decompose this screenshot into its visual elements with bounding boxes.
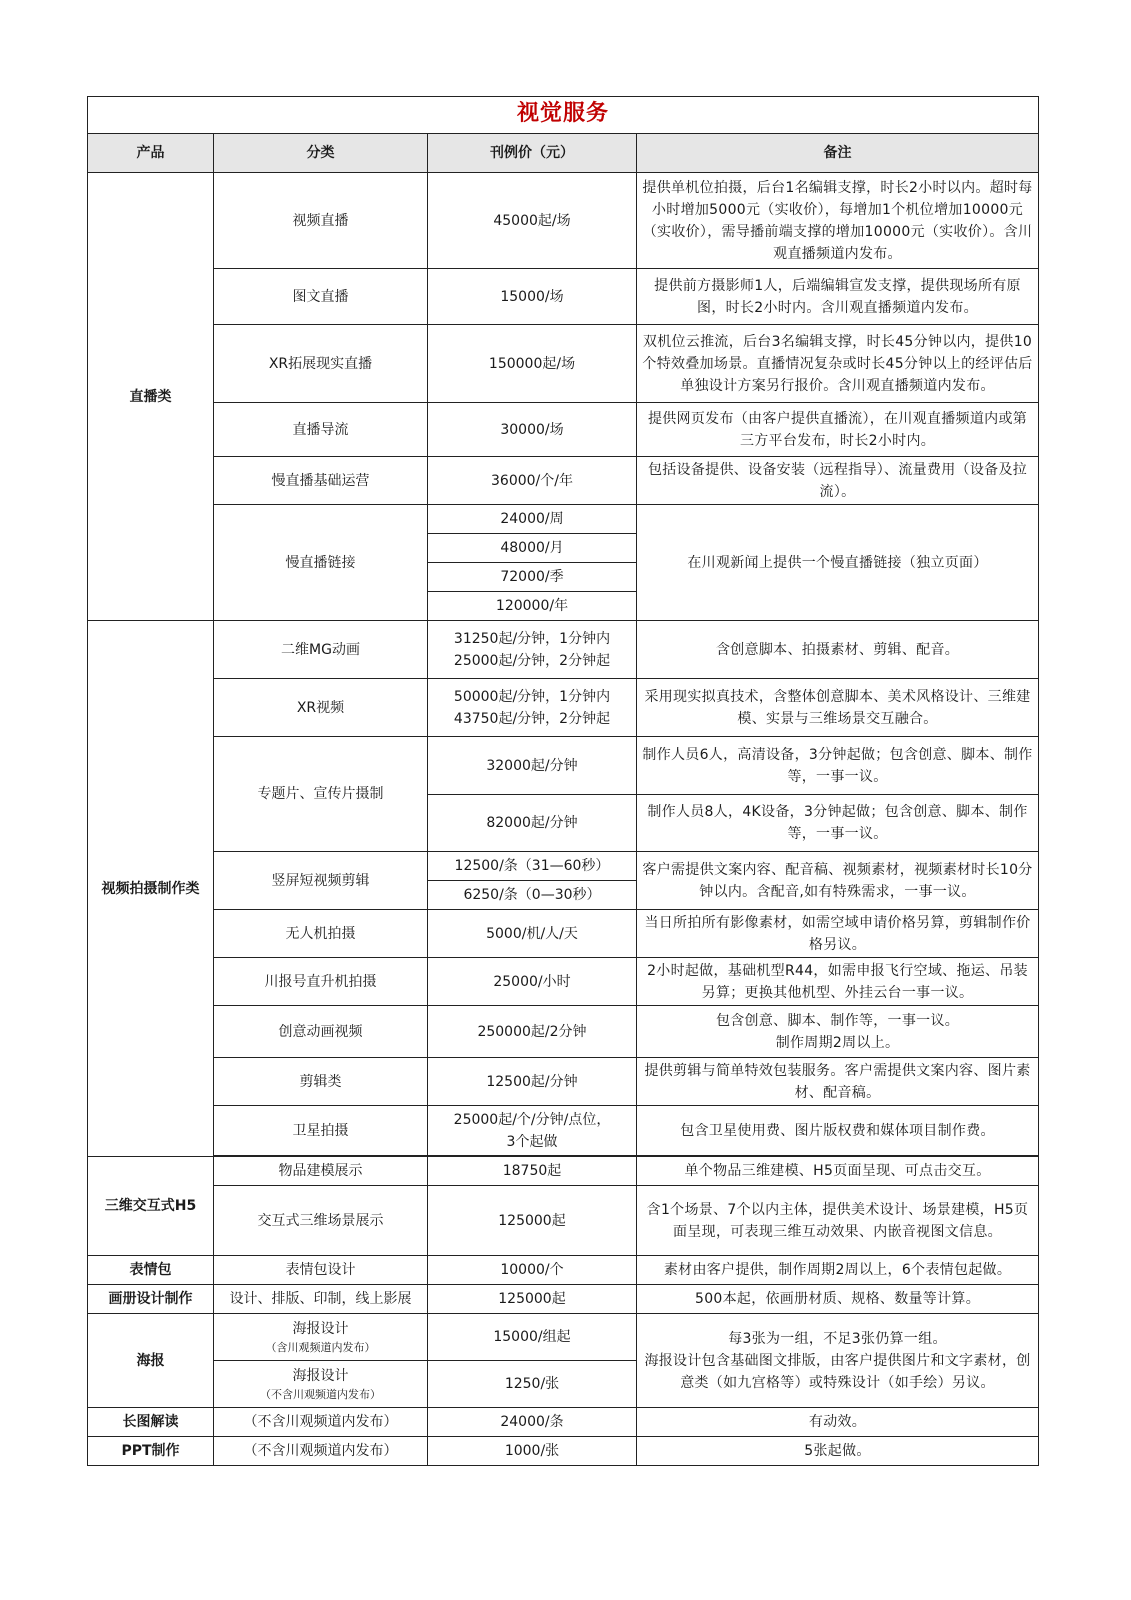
price-cell: 12500/条（31—60秒） [428,852,637,881]
category-cell: XR视频 [214,679,428,737]
category-cell: 创意动画视频 [214,1006,428,1058]
price-cell: 24000/条 [428,1408,637,1437]
price-line: 50000起/分钟，1分钟内 [453,688,611,705]
price-cell: 150000起/场 [428,325,637,403]
price-cell: 5000/机/人/天 [428,910,637,958]
table-row [88,737,1039,795]
table-row [88,403,1039,457]
note-cell: 在川观新闻上提供一个慢直播链接（独立页面） [637,505,1039,621]
price-cell: 82000起/分钟 [428,795,637,852]
header-note: 备注 [637,134,1039,173]
category-cell: 卫星拍摄 [214,1106,428,1156]
category-cell: 二维MG动画 [214,621,428,679]
price-cell: 6250/条（0—30秒） [428,881,637,910]
table-row [88,1058,1039,1106]
note-cell: 素材由客户提供，制作周期2周以上，6个表情包起做。 [637,1256,1039,1285]
table-row [88,1106,1039,1156]
category-cell: 慢直播基础运营 [214,457,428,505]
note-cell: 5张起做。 [637,1437,1039,1466]
category-cell: 视频直播 [214,173,428,269]
table-row [88,1437,1039,1466]
category-cell: （不含川观频道内发布） [214,1437,428,1466]
table-title: 视觉服务 [517,101,610,126]
price-cell: 12500起/分钟 [428,1058,637,1106]
table-row [88,505,1039,534]
table-row [88,1408,1039,1437]
category-subline: （不含川观频道内发布） [260,1388,381,1401]
category-cell: 无人机拍摄 [214,910,428,958]
note-line: 海报设计包含基础图文排版，由客户提供图片和文字素材，创意类（如九宫格等）或特殊设计（如手绘）另议。 [644,1352,1031,1391]
price-cell: 15000/组起 [428,1314,637,1361]
price-cell: 25000/小时 [428,958,637,1006]
category-line: 海报设计 [292,1321,349,1337]
category-cell: 专题片、宣传片摄制 [214,737,428,852]
category-cell: 交互式三维场景展示 [214,1186,428,1256]
note-cell: 制作人员8人，4K设备，3分钟起做；包含创意、脚本、制作等，一事一议。 [637,795,1039,852]
category-cell: 表情包设计 [214,1256,428,1285]
product-cell: 三维交互式H5 [88,1157,214,1256]
note-cell: 有动效。 [637,1408,1039,1437]
price-cell: 30000/场 [428,403,637,457]
price-cell: 1000/张 [428,1437,637,1466]
product-cell: 长图解读 [88,1408,214,1437]
note-line: 每3张为一组，不足3张仍算一组。 [728,1330,947,1347]
table-row [88,1314,1039,1361]
note-cell: 提供网页发布（由客户提供直播流），在川观直播频道内或第三方平台发布，时长2小时内。 [637,403,1039,457]
note-cell: 提供剪辑与简单特效包装服务。客户需提供文案内容、图片素材、配音稿。 [637,1058,1039,1106]
price-cell: 120000/年 [428,592,637,621]
category-cell: 竖屏短视频剪辑 [214,852,428,910]
table-title-cell [88,97,1039,134]
price-cell: 72000/季 [428,563,637,592]
note-cell: 当日所拍所有影像素材，如需空域申请价格另算，剪辑制作价格另议。 [637,910,1039,958]
note-cell: 双机位云推流，后台3名编辑支撑，时长45分钟以内，提供10个特效叠加场景。直播情况复杂或时长45分钟以上的经评估后单独设计方案另行报价。含川观直播频道内发布。 [637,325,1039,403]
category-cell [214,1314,428,1361]
category-cell: 剪辑类 [214,1058,428,1106]
category-cell: 直播导流 [214,403,428,457]
price-line: 25000起/个/分钟/点位， [453,1111,611,1128]
note-line: 包含创意、脚本、制作等，一事一议。 [715,1012,960,1029]
table-row [88,457,1039,505]
note-cell: 2小时起做，基础机型R44，如需申报飞行空域、拖运、吊装另算；更换其他机型、外挂云台一事一议。 [637,958,1039,1006]
note-cell: 500本起，依画册材质、规格、数量等计算。 [637,1285,1039,1314]
price-cell: 45000起/场 [428,173,637,269]
product-cell: 画册设计制作 [88,1285,214,1314]
note-cell: 包含卫星使用费、图片版权费和媒体项目制作费。 [637,1106,1039,1156]
note-cell: 提供前方摄影师1人，后端编辑宣发支撑，提供现场所有原图，时长2小时内。含川观直播频道内发布。 [637,269,1039,325]
product-cell: 视频拍摄制作类 [88,621,214,1157]
note-cell: 含1个场景、7个以内主体，提供美术设计、场景建模，H5页面呈现，可表现三维互动效果、内嵌音视图文信息。 [637,1186,1039,1256]
header-price: 刊例价（元） [428,134,637,173]
category-cell: （不含川观频道内发布） [214,1408,428,1437]
table-row [88,173,1039,269]
category-cell: 图文直播 [214,269,428,325]
price-cell: 1250/张 [428,1361,637,1408]
price-cell: 36000/个/年 [428,457,637,505]
table-row [88,1157,1039,1186]
header-row [88,134,1039,173]
header-product: 产品 [88,134,214,173]
category-line: 海报设计 [292,1368,349,1384]
table-row [88,621,1039,679]
price-cell: 10000/个 [428,1256,637,1285]
price-cell: 125000起 [428,1285,637,1314]
note-cell: 制作人员6人，高清设备，3分钟起做；包含创意、脚本、制作等，一事一议。 [637,737,1039,795]
price-line: 25000起/分钟，2分钟起 [453,652,611,669]
table-row [88,1186,1039,1256]
product-cell: 表情包 [88,1256,214,1285]
note-cell: 含创意脚本、拍摄素材、剪辑、配音。 [637,621,1039,679]
note-cell: 提供单机位拍摄，后台1名编辑支撑，时长2小时以内。超时每小时增加5000元（实收价），每增加1个机位增加10000元（实收价），需导播前端支撑的增加10000元（实收价）。含川观直播频道内发布。 [637,173,1039,269]
category-cell: 川报号直升机拍摄 [214,958,428,1006]
table-row [88,1256,1039,1285]
price-cell [428,621,637,679]
note-cell: 包括设备提供、设备安装（远程指导）、流量费用（设备及拉流）。 [637,457,1039,505]
price-cell: 125000起 [428,1186,637,1256]
category-cell: 物品建模展示 [214,1157,428,1186]
price-cell: 24000/周 [428,505,637,534]
table-row [88,958,1039,1006]
category-cell [214,1361,428,1408]
note-cell: 采用现实拟真技术，含整体创意脚本、美术风格设计、三维建模、实景与三维场景交互融合。 [637,679,1039,737]
category-cell: XR拓展现实直播 [214,325,428,403]
price-line: 3个起做 [506,1133,558,1150]
note-cell [637,1314,1039,1408]
price-cell [428,1106,637,1156]
pricing-table [87,96,1039,1466]
table-row [88,1006,1039,1058]
table-row [88,910,1039,958]
table-row [88,325,1039,403]
product-cell: 直播类 [88,173,214,621]
category-cell: 慢直播链接 [214,505,428,621]
note-cell: 客户需提供文案内容、配音稿、视频素材，视频素材时长10分钟以内。含配音,如有特殊需求，一事一议。 [637,852,1039,910]
table-row [88,852,1039,881]
table-row [88,269,1039,325]
category-cell: 设计、排版、印制，线上影展 [214,1285,428,1314]
price-cell: 250000起/2分钟 [428,1006,637,1058]
price-line: 43750起/分钟，2分钟起 [453,710,611,727]
price-cell: 18750起 [428,1157,637,1186]
note-line: 制作周期2周以上。 [775,1034,900,1051]
table-row [88,679,1039,737]
price-cell: 48000/月 [428,534,637,563]
note-cell [637,1006,1039,1058]
product-cell: 海报 [88,1314,214,1408]
table-row [88,1285,1039,1314]
product-cell: PPT制作 [88,1437,214,1466]
header-category: 分类 [214,134,428,173]
price-cell [428,679,637,737]
price-line: 31250起/分钟，1分钟内 [453,630,611,647]
category-subline: （含川观频道内发布） [265,1341,376,1354]
note-cell: 单个物品三维建模、H5页面呈现、可点击交互。 [637,1157,1039,1186]
price-cell: 32000起/分钟 [428,737,637,795]
price-cell: 15000/场 [428,269,637,325]
